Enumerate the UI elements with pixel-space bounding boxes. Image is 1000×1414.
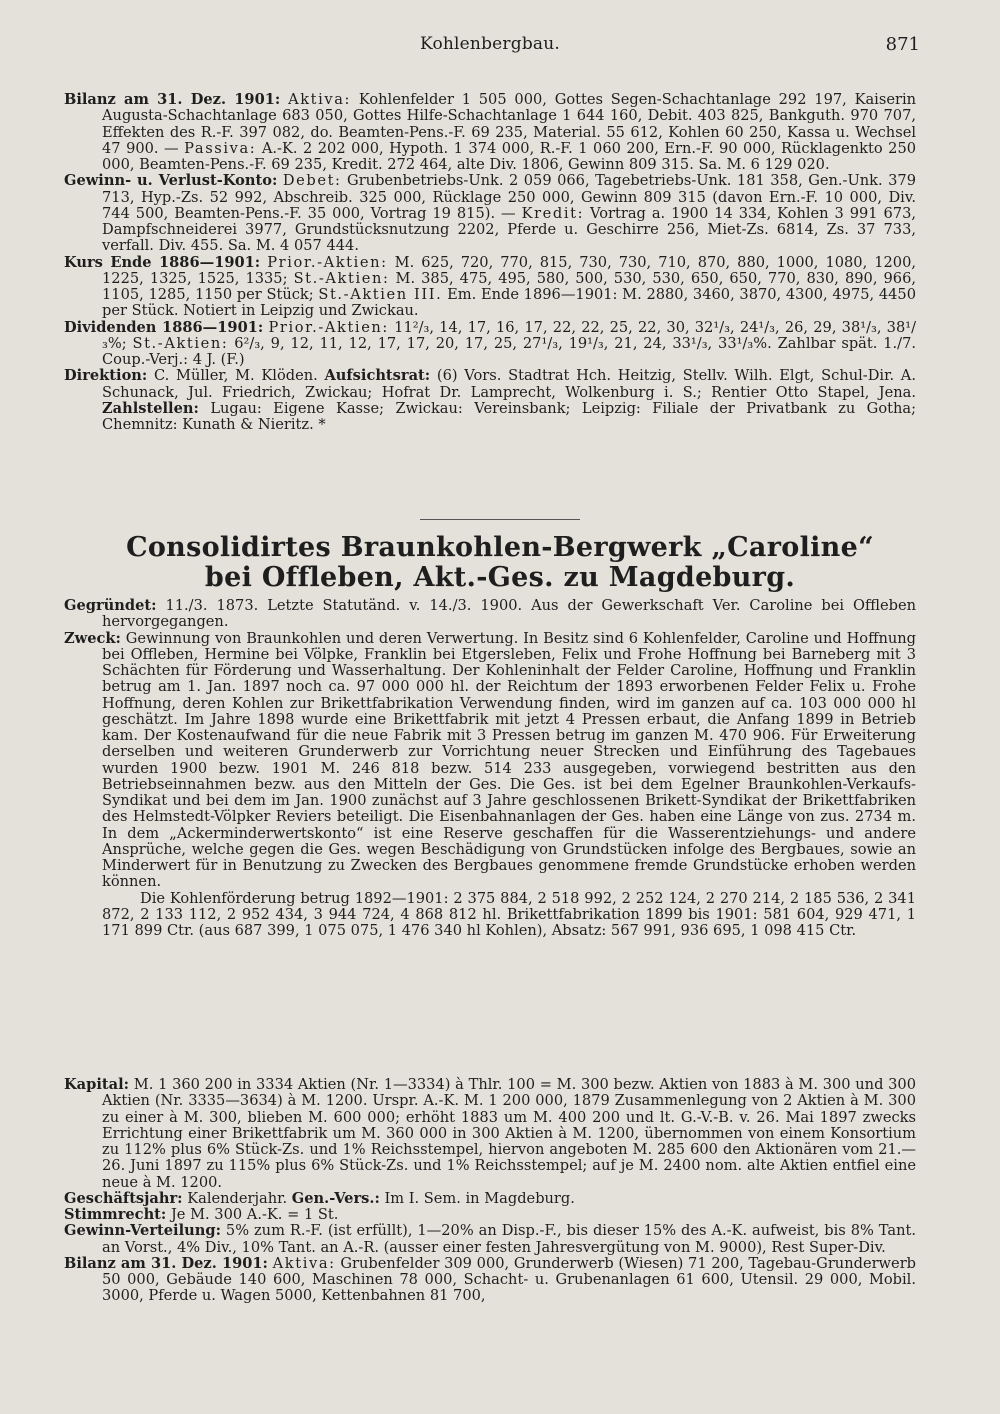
caroline-section-2 bbox=[64, 1077, 916, 1305]
div-prior-word: Prior.-Aktien: bbox=[268, 318, 389, 336]
company-heading-line2: bei Offleben, Akt.-Ges. zu Magdeburg. bbox=[204, 562, 796, 593]
page-number: 871 bbox=[885, 34, 920, 55]
gegruendet-entry bbox=[64, 598, 916, 631]
caroline-section bbox=[64, 598, 916, 939]
guv-debet-text: Grubenbetriebs-Unk. 2 059 066, Tagebetriebs-Unk. 181 358, Gen.-Unk. 379 713, Hyp.-Zs. 52 992, Abschreib. 325 000, Rücklage 250 000, Gewinn 809 315 (davon Ern.-F. 10 000, Div. 744 500, Beamten-Pens.-F. 35 000, Vortrag 19 815). — bbox=[102, 172, 917, 222]
running-header bbox=[60, 34, 920, 60]
geschaeftsjahr-text: Kalenderjahr. bbox=[187, 1189, 288, 1207]
direktion-text: C. Müller, M. Klöden. bbox=[154, 367, 318, 385]
gewinn-verteilung-label: Gewinn-Verteilung: bbox=[64, 1222, 221, 1240]
kurs-prior-word: Prior.-Aktien: bbox=[267, 253, 388, 271]
company-heading bbox=[60, 533, 940, 593]
previous-company-section bbox=[64, 92, 916, 433]
direktion-entry bbox=[64, 368, 916, 433]
aktiva-word: Aktiva: bbox=[288, 91, 352, 108]
zweck-entry bbox=[64, 631, 916, 891]
company-heading-line1: Consolidirtes Braunkohlen-Bergwerk „Caroline“ bbox=[126, 532, 874, 563]
kapital-label: Kapital: bbox=[64, 1076, 130, 1093]
foerderung-text: Die Kohlenförderung betrug 1892—1901: 2 375 884, 2 518 992, 2 252 124, 2 270 214, 2 185 536, 2 341 872, 2 133 112, 2 952 434, 3 944 724, 4 868 812 hl. Brikettfabrikation 1899 bis 1901: 581 604, 929 471, 1 171 899 Ctr. (aus 687 399, 1 075 075, 1 476 340 hl Kohlen), Absatz: 567 991, 936 695, 1 098 415 Ctr. bbox=[102, 889, 916, 939]
bilanz-passiva-text: A.-K. 2 202 000, Hypoth. 1 374 000, R.-F. 1 060 200, Ern.-F. 90 000, Rücklagenkto 250 000, Beamten-Pens.-F. 69 235, Kredit. 272 464, alte Div. 1806, Gewinn 809 315. Sa. M. 6 129 020. bbox=[102, 139, 917, 173]
aufsichtsrat-label: Aufsichtsrat: bbox=[324, 367, 431, 385]
guv-label: Gewinn- u. Verlust-Konto: bbox=[64, 172, 278, 190]
zahlstellen-text: Lugau: Eigene Kasse; Zwickau: Vereinsbank; Leipzig: Filiale der Privatbank zu Gotha; Chemnitz: Kunath & Nieritz. * bbox=[102, 399, 916, 433]
kurs-st3-word: St.-Aktien III. bbox=[318, 286, 443, 303]
div-st-word: St.-Aktien: bbox=[132, 334, 229, 352]
bilanz-text-caroline: Grubenfelder 309 000, Grunderwerb (Wiesen) 71 200, Tagebau-Grunderwerb 50 000, Gebäude 140 600, Maschinen 78 000, Schacht- u. Grubenanlagen 61 600, Utensil. 29 000, Mobil. 3000, Pferde u. Wagen 5000, Kettenbahnen 81 700, bbox=[102, 1254, 917, 1305]
bilanz-label-caroline: Bilanz am 31. Dez. 1901: bbox=[64, 1254, 268, 1272]
zweck-text: Gewinnung von Braunkohlen und deren Verwertung. In Besitz sind 6 Kohlenfelder, Caroline und Hoffnung bei Offleben, Hermine bei Völpke, Franklin bei Etgersleben, Felix und Frohe Hoffnung bei Barneberg mit 3 Schächten für Förderung und Wasserhaltung. Der Kohleninhalt der Felder Caroline, Hoffnung und Franklin betrug am 1. Jan. 1897 noch ca. 97 000 000 hl. der Reichtum der 1893 erworbenen Felder Felix u. Frohe Hoffnung, deren Kohlen zur Brikettfabrikation Verwendung finden, wird im ganzen auf ca. 103 000 000 hl geschätzt. Im Jahre 1898 wurde eine Brikettfabrik mit jetzt 4 Pressen erbaut, die Anfang 1899 in Betrieb kam. Der Kostenaufwand für die neue Fabrik mit 3 Pressen betrug im ganzen M. 470 906. Für Erweiterung derselben und weiteren Grunderwerb zur Vorrichtung neuer Strecken und Einführung des Tagebaues wurden 1900 bezw. 1901 M. 246 818 bezw. 514 233 ausgegeben, vorwiegend bestritten aus den Betriebseinnahmen bezw. aus den Mitteln der Ges. Die Ges. ist bei dem Egelner Braunkohlen-Verkaufs-Syndikat und bei dem im Jan. 1900 zunächst auf 3 Jahre geschlossenen Brikett-Syndikat der Brikettfabriken des Helmstedt-Völpker Reviers beteiligt. Die Eisenbahnanlagen der Ges. haben eine Länge von zus. 2734 m. In dem „Ackerminderwertskonto“ ist eine Reserve geschaffen für die Wasserentziehungs- und andere Ansprüche, welche gegen die Ges. wegen Beschädigung von Grundstücken infolge des Bergbaues, sowie an Minderwert für in Benutzung zu Zwecken des Bergbaues genommene fremde Grundstücke erhoben werden können. bbox=[102, 629, 916, 891]
stimmrecht-label: Stimmrecht: bbox=[64, 1206, 167, 1223]
gewinn-verteilung-entry bbox=[64, 1223, 916, 1256]
gegruendet-text: 11./3. 1873. Letzte Statutänd. v. 14./3. 1900. Aus der Gewerkschaft Ver. Caroline bei Offleben hervorgegangen. bbox=[102, 597, 917, 631]
dividenden-label: Dividenden 1886—1901: bbox=[64, 318, 264, 336]
stimmrecht-text: Je M. 300 A.-K. = 1 St. bbox=[170, 1206, 339, 1223]
gen-vers-text: Im I. Sem. in Magdeburg. bbox=[384, 1189, 575, 1207]
bilanz-aktiva-text: Kohlenfelder 1 505 000, Gottes Segen-Schachtanlage 292 197, Kaiserin Augusta-Schachtanlage 683 050, Gottes Hilfe-Schachtanlage 1 644 160, Debit. 403 825, Bankguth. 970 707, Effekten des R.-F. 397 082, do. Beamten-Pens.-F. 69 235, Material. 55 612, Kohlen 60 250, Kassa u. Wechsel 47 900. — bbox=[102, 91, 917, 157]
guv-entry bbox=[64, 173, 916, 254]
kurs-st-word: St.-Aktien: bbox=[293, 269, 390, 287]
aktiva-word-caroline: Aktiva: bbox=[272, 1254, 336, 1272]
bilanz-entry-prev bbox=[64, 92, 916, 173]
bilanz-label: Bilanz am 31. Dez. 1901: bbox=[64, 91, 281, 108]
zahlstellen-label: Zahlstellen: bbox=[102, 399, 199, 417]
kurs-st3-text: Em. Ende 1896—1901: M. 2880, 3460, 3870, 4300, 4975, 4450 per Stück. Notiert in Leipzig und Zwickau. bbox=[102, 286, 916, 320]
direktion-label: Direktion: bbox=[64, 367, 148, 385]
bilanz-entry-caroline bbox=[64, 1256, 916, 1305]
section-divider bbox=[420, 519, 580, 520]
gegruendet-label: Gegründet: bbox=[64, 597, 157, 614]
debet-word: Debet: bbox=[282, 172, 342, 190]
kurs-label: Kurs Ende 1886—1901: bbox=[64, 253, 261, 271]
kurs-entry bbox=[64, 255, 916, 320]
gen-vers-label: Gen.-Vers.: bbox=[291, 1189, 380, 1207]
geschaeftsjahr-label: Geschäftsjahr: bbox=[64, 1189, 183, 1207]
guv-kredit-text: Vortrag a. 1900 14 334, Kohlen 3 991 673, Dampfschneiderei 3977, Grundstücksnutzung 2202, Pferde u. Geschirre 256, Miet-Zs. 6814, Zs. 37 733, verfall. Div. 455. Sa. M. 4 057 444. bbox=[102, 204, 917, 255]
kapital-entry bbox=[64, 1077, 916, 1191]
gewinn-verteilung-text: 5% zum R.-F. (ist erfüllt), 1—20% an Disp.-F., bis dieser 15% des A.-K. aufweist, bis 8% Tant. an Vorst., 4% Div., 10% Tant. an A.-R. (ausser einer festen Jahresvergütung von M. 9000), Rest Super-Div. bbox=[102, 1222, 916, 1256]
div-st-text: 6²/₃, 9, 12, 11, 12, 17, 17, 20, 17, 25, 27¹/₃, 19¹/₃, 21, 24, 33¹/₃, 33¹/₃%. Zahlbar spät. 1./7. Coup.-Verj.: 4 J. (F.) bbox=[102, 334, 917, 368]
div-prior-text: 11²/₃, 14, 17, 16, 17, 22, 22, 25, 22, 30, 32¹/₃, 24¹/₃, 26, 29, 38¹/₃, 38¹/₃%; bbox=[102, 318, 917, 352]
foerderung-paragraph bbox=[64, 891, 916, 940]
stimmrecht-entry bbox=[64, 1207, 916, 1223]
passiva-word: Passiva: bbox=[184, 139, 257, 157]
geschaeftsjahr-entry bbox=[64, 1191, 916, 1207]
kurs-prior-text: M. 625, 720, 770, 815, 730, 730, 710, 870, 880, 1000, 1080, 1200, 1225, 1325, 1525, 1335; bbox=[102, 253, 917, 287]
kurs-st-text: M. 385, 475, 495, 580, 500, 530, 530, 650, 650, 770, 830, 890, 966, 1105, 1285, 1150 per Stück; bbox=[102, 269, 917, 303]
aufsichtsrat-text: (6) Vors. Stadtrat Hch. Heitzig, Stellv. Wilh. Elgt, Schul-Dir. A. Schunack, Jul. Friedrich, Zwickau; Hofrat Dr. Lamprecht, Wolkenburg i. S.; Rentier Otto Stapel, Jena. bbox=[102, 367, 916, 401]
dividenden-entry bbox=[64, 320, 916, 369]
running-title: Kohlenbergbau. bbox=[420, 34, 560, 54]
kredit-word: Kredit: bbox=[521, 204, 585, 222]
zweck-label: Zweck: bbox=[64, 629, 121, 647]
kapital-text: M. 1 360 200 in 3334 Aktien (Nr. 1—3334) à Thlr. 100 = M. 300 bezw. Aktien von 1883 à M. 300 und 300 Aktien (Nr. 3335—3634) à M. 1200. Urspr. A.-K. M. 1 200 000, 1879 Zusammenlegung von 2 Aktien à M. 300 zu einer à M. 300, blieben M. 600 000; erhöht 1883 um M. 400 200 und lt. G.-V.-B. v. 26. Mai 1897 zwecks Errichtung einer Brikettfabrik um M. 360 000 in 300 Aktien à M. 1200, übernommen von einem Konsortium zu 112% plus 6% Stück-Zs. und 1% Reichsstempel, hiervon angeboten M. 285 600 den Aktionären vom 21.—26. Juni 1897 zu 115% plus 6% Stück-Zs. und 1% Reichsstempel; auf je M. 2400 nom. alte Aktien entfiel eine neue à M. 1200. bbox=[102, 1076, 917, 1191]
